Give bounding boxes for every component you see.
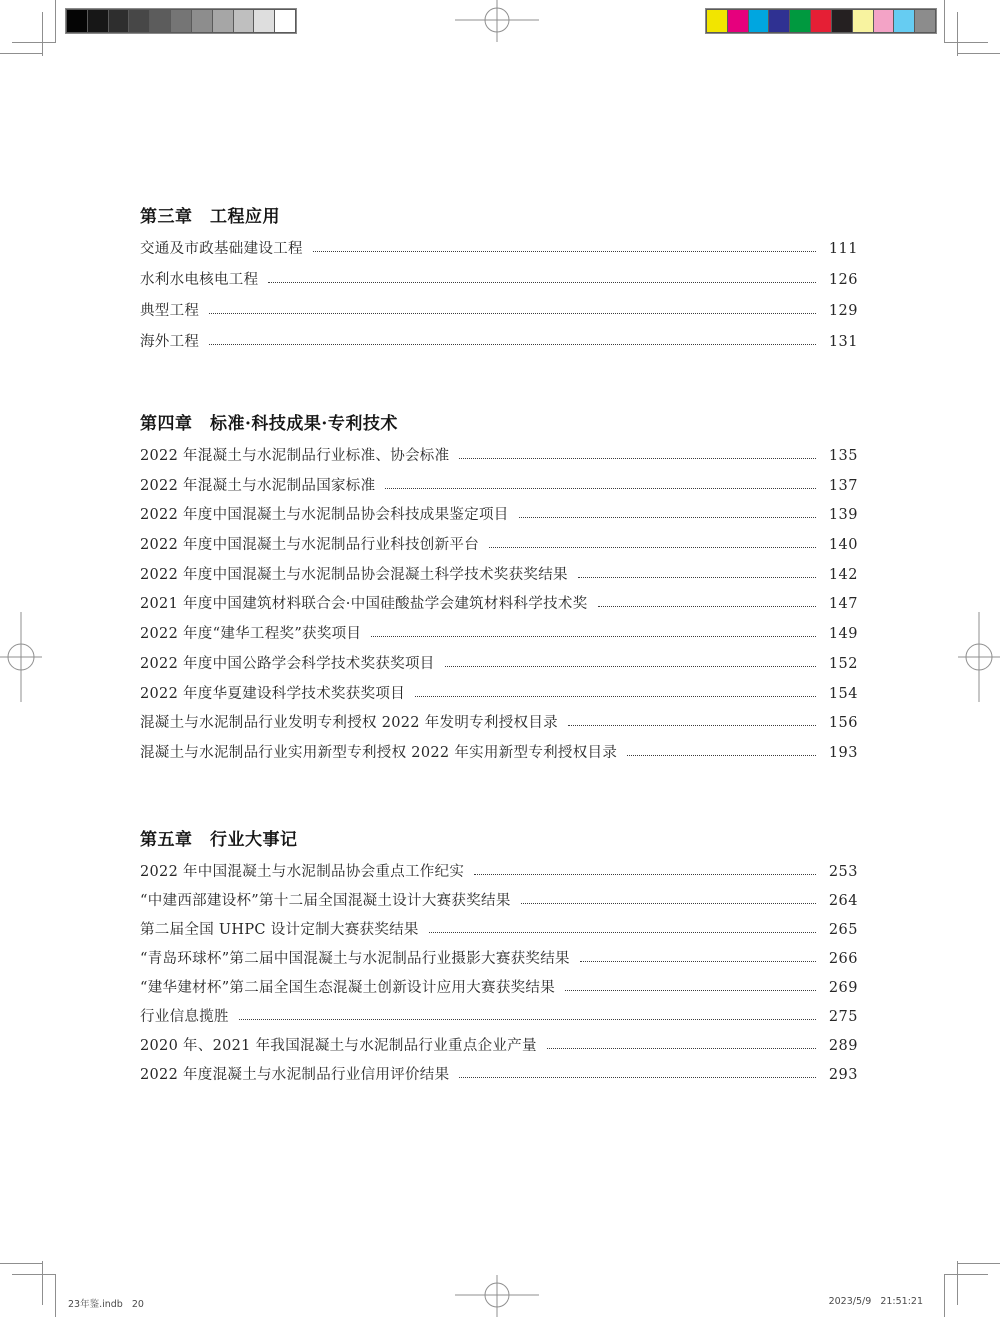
toc-entry-page-number: 142 bbox=[828, 566, 858, 583]
calibration-swatch bbox=[914, 9, 936, 33]
dot-leader bbox=[313, 251, 816, 252]
toc-entry bbox=[140, 474, 858, 504]
toc-entry-page-number: 289 bbox=[828, 1038, 858, 1054]
calibration-swatch bbox=[128, 9, 149, 33]
dot-leader bbox=[371, 636, 816, 637]
calibration-swatch bbox=[706, 9, 727, 33]
toc-entry-label: 2021 年度中国建筑材料联合会·中国硅酸盐学会建筑材料科学技术奖 bbox=[140, 596, 588, 613]
calibration-swatch bbox=[852, 9, 873, 33]
calibration-swatch bbox=[170, 9, 191, 33]
dot-leader bbox=[445, 666, 816, 667]
toc-entry-label: 行业信息揽胜 bbox=[140, 1009, 229, 1025]
toc-entry-page-number: 265 bbox=[828, 922, 858, 938]
dot-leader bbox=[429, 932, 816, 933]
toc-entry-page-number: 152 bbox=[828, 655, 858, 672]
dot-leader bbox=[547, 1048, 816, 1049]
toc-entry-label: 混凝土与水泥制品行业发明专利授权 2022 年发明专利授权目录 bbox=[140, 715, 558, 732]
calibration-swatch bbox=[893, 9, 914, 33]
color-calibration-bar bbox=[705, 8, 937, 34]
toc-entry-page-number: 156 bbox=[828, 715, 858, 732]
toc-entry-label: 交通及市政基础建设工程 bbox=[140, 241, 303, 257]
toc-entry bbox=[140, 741, 858, 771]
toc-entry bbox=[140, 237, 858, 268]
toc-entry bbox=[140, 682, 858, 712]
toc-entry-label: 2022 年度华夏建设科学技术奖获奖项目 bbox=[140, 685, 406, 702]
toc-entry bbox=[140, 1005, 858, 1034]
calibration-swatch bbox=[191, 9, 212, 33]
calibration-swatch bbox=[108, 9, 129, 33]
toc-entry-label: “中建西部建设杯”第十二届全国混凝土设计大赛获奖结果 bbox=[140, 893, 511, 909]
chapter-heading: 第四章 标准·科技成果·专利技术 bbox=[140, 414, 398, 434]
dot-leader bbox=[268, 282, 816, 283]
toc-entry bbox=[140, 860, 858, 889]
dot-leader bbox=[459, 1077, 816, 1078]
footer-filename: 23年鉴.indb 20 bbox=[68, 1299, 144, 1310]
registration-mark-bottom bbox=[450, 1273, 544, 1317]
toc-entry-label: 典型工程 bbox=[140, 303, 200, 319]
toc-entry-page-number: 275 bbox=[828, 1009, 858, 1025]
toc-entry bbox=[140, 563, 858, 593]
toc-entry bbox=[140, 711, 858, 741]
grayscale-calibration-bar bbox=[65, 8, 297, 34]
toc-entry-label: 混凝土与水泥制品行业实用新型专利授权 2022 年实用新型专利授权目录 bbox=[140, 744, 618, 761]
calibration-swatch bbox=[873, 9, 894, 33]
toc-entry bbox=[140, 268, 858, 299]
registration-mark-right bbox=[956, 612, 1000, 704]
toc-entry bbox=[140, 299, 858, 330]
dot-leader bbox=[239, 1019, 816, 1020]
crop-mark-bottom-right bbox=[942, 1259, 1000, 1317]
toc-entry-page-number: 131 bbox=[828, 334, 858, 350]
crop-mark-top-right bbox=[942, 0, 1000, 58]
calibration-swatch bbox=[66, 9, 87, 33]
calibration-swatch bbox=[149, 9, 170, 33]
toc-entry bbox=[140, 330, 858, 361]
toc-entry-page-number: 147 bbox=[828, 596, 858, 613]
toc-entry-page-number: 269 bbox=[828, 980, 858, 996]
toc-section bbox=[140, 202, 858, 361]
toc-entry bbox=[140, 592, 858, 622]
toc-entry-label: 水利水电核电工程 bbox=[140, 272, 259, 288]
toc-entry-page-number: 139 bbox=[828, 507, 858, 524]
calibration-swatch bbox=[810, 9, 831, 33]
toc-entry-page-number: 126 bbox=[828, 272, 858, 288]
dot-leader bbox=[415, 696, 816, 697]
dot-leader bbox=[474, 874, 816, 875]
toc-section bbox=[140, 409, 858, 771]
calibration-swatch bbox=[727, 9, 748, 33]
dot-leader bbox=[519, 517, 816, 518]
toc-entry bbox=[140, 503, 858, 533]
dot-leader bbox=[627, 755, 816, 756]
toc-entry bbox=[140, 1034, 858, 1063]
calibration-swatch bbox=[253, 9, 274, 33]
toc-entry-page-number: 111 bbox=[828, 241, 858, 257]
dot-leader bbox=[209, 313, 816, 314]
toc-entry-page-number: 264 bbox=[828, 893, 858, 909]
toc-entry bbox=[140, 976, 858, 1005]
toc-entry-label: 2022 年度“建华工程奖”获奖项目 bbox=[140, 626, 362, 643]
toc-entry-page-number: 129 bbox=[828, 303, 858, 319]
toc-entry-page-number: 140 bbox=[828, 537, 858, 554]
toc-entry-label: “青岛环球杯”第二届中国混凝土与水泥制品行业摄影大赛获奖结果 bbox=[140, 951, 570, 967]
toc-entry-page-number: 293 bbox=[828, 1067, 858, 1083]
calibration-swatch bbox=[789, 9, 810, 33]
toc-section bbox=[140, 825, 858, 1092]
toc-entry-label: 2022 年度中国公路学会科学技术奖获奖项目 bbox=[140, 655, 435, 672]
toc-entry-page-number: 149 bbox=[828, 626, 858, 643]
dot-leader bbox=[489, 547, 816, 548]
toc-entry-label: 2022 年中国混凝土与水泥制品协会重点工作纪实 bbox=[140, 864, 465, 880]
dot-leader bbox=[521, 903, 816, 904]
toc-entry bbox=[140, 652, 858, 682]
chapter-heading: 第五章 行业大事记 bbox=[140, 830, 298, 850]
registration-mark-top bbox=[450, 0, 544, 44]
toc-entry bbox=[140, 947, 858, 976]
registration-mark-left bbox=[0, 612, 44, 704]
toc-entry-page-number: 135 bbox=[828, 448, 858, 464]
toc-entry bbox=[140, 1063, 858, 1092]
dot-leader bbox=[565, 990, 816, 991]
toc-entry bbox=[140, 889, 858, 918]
toc-entry-page-number: 154 bbox=[828, 685, 858, 702]
toc-entry-page-number: 253 bbox=[828, 864, 858, 880]
dot-leader bbox=[209, 344, 816, 345]
toc-entry bbox=[140, 533, 858, 563]
crop-mark-top-left bbox=[0, 0, 58, 58]
crop-mark-bottom-left bbox=[0, 1259, 58, 1317]
toc-entry-label: 第二届全国 UHPC 设计定制大赛获奖结果 bbox=[140, 922, 419, 938]
calibration-swatch bbox=[274, 9, 296, 33]
toc-entry-label: 2022 年混凝土与水泥制品行业标准、协会标准 bbox=[140, 448, 450, 464]
toc-entry-label: 海外工程 bbox=[140, 334, 200, 350]
calibration-swatch bbox=[233, 9, 254, 33]
calibration-swatch bbox=[212, 9, 233, 33]
calibration-swatch bbox=[748, 9, 769, 33]
calibration-swatch bbox=[768, 9, 789, 33]
toc-entry-label: “建华建材杯”第二届全国生态混凝土创新设计应用大赛获奖结果 bbox=[140, 980, 556, 996]
toc-entry-label: 2022 年混凝土与水泥制品国家标准 bbox=[140, 477, 376, 494]
toc-entry bbox=[140, 918, 858, 947]
dot-leader bbox=[459, 458, 816, 459]
dot-leader bbox=[568, 725, 816, 726]
toc-entry-page-number: 266 bbox=[828, 951, 858, 967]
toc-entry-label: 2020 年、2021 年我国混凝土与水泥制品行业重点企业产量 bbox=[140, 1038, 537, 1054]
dot-leader bbox=[385, 488, 816, 489]
toc-entry-label: 2022 年度中国混凝土与水泥制品协会科技成果鉴定项目 bbox=[140, 507, 509, 524]
toc-entry-page-number: 137 bbox=[828, 477, 858, 494]
calibration-swatch bbox=[831, 9, 852, 33]
toc-entry bbox=[140, 444, 858, 474]
dot-leader bbox=[578, 577, 816, 578]
chapter-heading: 第三章 工程应用 bbox=[140, 207, 280, 227]
dot-leader bbox=[598, 606, 816, 607]
toc-entry bbox=[140, 622, 858, 652]
toc-entry-label: 2022 年度中国混凝土与水泥制品行业科技创新平台 bbox=[140, 537, 480, 554]
toc-entry-label: 2022 年度中国混凝土与水泥制品协会混凝土科学技术奖获奖结果 bbox=[140, 566, 568, 583]
footer-timestamp: 2023/5/9 21:51:21 bbox=[828, 1296, 923, 1307]
toc-entry-label: 2022 年度混凝土与水泥制品行业信用评价结果 bbox=[140, 1067, 450, 1083]
toc-entry-page-number: 193 bbox=[828, 744, 858, 761]
calibration-swatch bbox=[87, 9, 108, 33]
dot-leader bbox=[580, 961, 816, 962]
